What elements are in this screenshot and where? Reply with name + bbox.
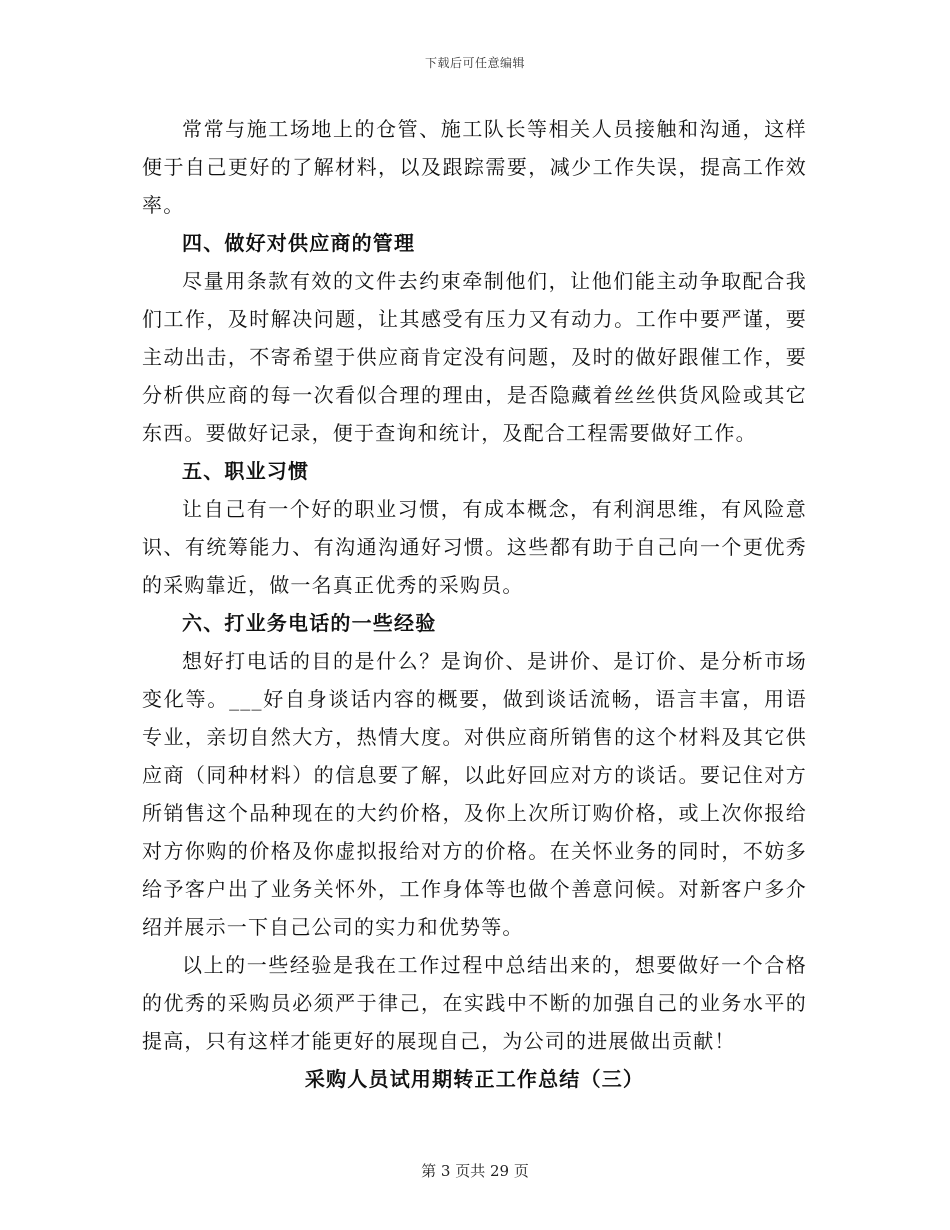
next-document-title: 采购人员试用期转正工作总结（三） bbox=[304, 1067, 645, 1091]
section-heading-4: 四、做好对供应商的管理 bbox=[182, 231, 416, 255]
header-note: 下载后可任意编辑 bbox=[424, 56, 525, 70]
page-number-footer: 第 3 页共 29 页 bbox=[421, 1162, 529, 1180]
paragraph-professional-habits: 让自己有一个好的职业习惯，有成本概念，有利润思维，有风险意识、有统筹能力、有沟通沟通好习惯。这些都有助于自己向一个更优秀的采购靠近，做一名真正优秀的采购员。 bbox=[142, 497, 807, 597]
paragraph-phone-experience: 想好打电话的目的是什么？是询价、是讲价、是订价、是分析市场变化等。___好自身谈话内容的概要，做到谈话流畅，语言丰富，用语专业，亲切自然大方，热情大度。对供应商所销售的这个材料及其它供应商（同种材料）的信息要了解，以此好回应对方的谈话。要记住对方所销售这个品种现在的大约价格，及你上次所订购价格，或上次你报给对方你购的价格及你虚拟报给对方的价格。在关怀业务的同时，不妨多给予客户出了业务关怀外，工作身体等也做个善意问候。对新客户多介绍并展示一下自己公司的实力和优势等。 bbox=[142, 649, 807, 939]
paragraph-intro: 常常与施工场地上的仓管、施工队长等相关人员接触和沟通，这样便于自己更好的了解材料，以及跟踪需要，减少工作失误，提高工作效率。 bbox=[142, 117, 807, 217]
paragraph-supplier-management: 尽量用条款有效的文件去约束牵制他们，让他们能主动争取配合我们工作，及时解决问题，让其感受有压力又有动力。工作中要严谨，要主动出击，不寄希望于供应商肯定没有问题，及时的做好跟催工作，要分析供应商的每一次看似合理的理由，是否隐藏着丝丝供货风险或其它东西。要做好记录，便于查询和统计，及配合工程需要做好工作。 bbox=[142, 269, 807, 445]
document-body bbox=[142, 110, 807, 1098]
section-heading-6: 六、打业务电话的一些经验 bbox=[182, 611, 437, 635]
section-heading-5: 五、职业习惯 bbox=[182, 459, 310, 483]
paragraph-conclusion: 以上的一些经验是我在工作过程中总结出来的，想要做好一个合格的优秀的采购员必须严于律己，在实践中不断的加强自己的业务水平的提高，只有这样才能更好的展现自己，为公司的进展做出贡献！ bbox=[142, 953, 807, 1053]
